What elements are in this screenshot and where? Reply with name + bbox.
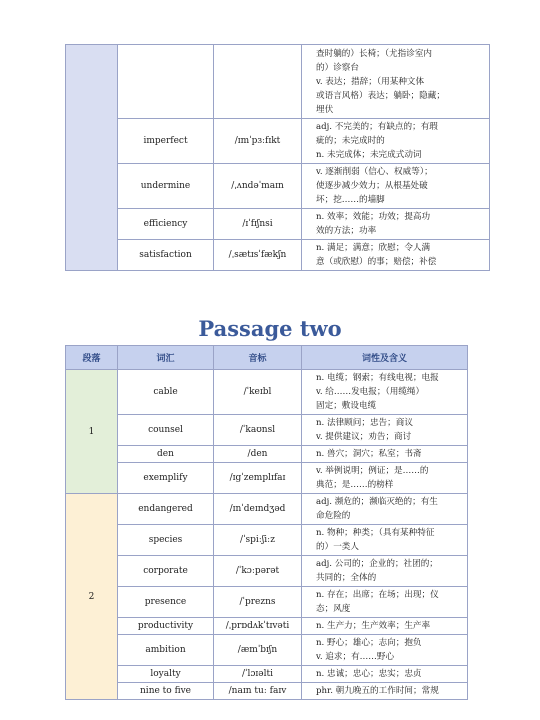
definition-cell [302, 494, 468, 525]
table-row [66, 556, 468, 587]
phonetic-cell: /ˈspiːʃiːz [214, 525, 302, 556]
definition-cell [302, 240, 490, 271]
table-row [66, 45, 490, 119]
definition-line: n. 兽穴；洞穴；私室；书斋 [316, 449, 422, 459]
table-row [66, 164, 490, 209]
word-cell: den [118, 446, 214, 463]
definition-line: 共同的；全体的 [316, 573, 377, 583]
table-row [66, 415, 468, 446]
phonetic-cell: /ˈkeɪbl [214, 370, 302, 415]
definition-cell [302, 618, 468, 635]
word-cell: presence [118, 587, 214, 618]
definition-line: n. 忠诚；忠心；忠实；忠贞 [316, 669, 422, 679]
table-row [66, 587, 468, 618]
definition-line: n. 未完成体；未完成式动词 [316, 150, 422, 160]
definition-line: 查时躺的）长椅；（尤指诊室内 [316, 48, 433, 59]
word-cell: loyalty [118, 666, 214, 683]
table-row [66, 494, 468, 525]
passage-title: Passage two [198, 316, 342, 341]
phonetic-cell: /ˈlɔɪəlti [214, 666, 302, 683]
phonetic-cell: /ˈkɔːpərət [214, 556, 302, 587]
definition-line: v. 追求；有……野心 [316, 652, 395, 662]
definition-line: adj. 不完美的；有缺点的；有瑕 [316, 122, 438, 132]
word-cell: exemplify [118, 463, 214, 494]
definition-cell [302, 370, 468, 415]
definition-cell [302, 209, 490, 240]
definition-cell [302, 45, 490, 119]
word-cell: endangered [118, 494, 214, 525]
definition-line: v. 逐渐削弱（信心、权威等）； [316, 167, 433, 177]
word-cell [118, 45, 214, 119]
vocab-table-continued [65, 44, 490, 271]
definition-cell [302, 666, 468, 683]
definition-line: adj. 公司的；企业的；社团的； [316, 559, 438, 569]
definition-line: 的）一类人 [316, 542, 359, 552]
table-row [66, 463, 468, 494]
table-row [66, 525, 468, 556]
paragraph-cell: 1 [66, 370, 118, 494]
definition-cell [302, 635, 468, 666]
definition-line: 使逐步减少效力；从根基处破 [316, 181, 428, 191]
phonetic-cell: /ˈkaʊnsl [214, 415, 302, 446]
word-cell: nine to five [118, 683, 214, 700]
table-row [66, 666, 468, 683]
word-cell: undermine [118, 164, 214, 209]
definition-line: v. 给……发电报；（用缆绳） [316, 387, 425, 397]
table-row [66, 683, 468, 700]
table-row [66, 240, 490, 271]
definition-cell [302, 415, 468, 446]
definition-line: n. 满足；满意；欣慰；令人满 [316, 243, 431, 253]
definition-line: 坏；挖……的墙脚 [316, 195, 385, 205]
definition-line: n. 物种；种类；（具有某种特征 [316, 528, 435, 538]
header-paragraph: 段落 [66, 346, 118, 370]
definition-line: 效的方法；功率 [316, 226, 377, 236]
word-cell: species [118, 525, 214, 556]
definition-cell [302, 119, 490, 164]
definition-cell [302, 587, 468, 618]
phonetic-cell: /ɪgˈzemplɪfaɪ [214, 463, 302, 494]
phonetic-cell [214, 45, 302, 119]
definition-line: n. 法律顾问；忠告；商议 [316, 418, 413, 428]
phonetic-cell: /naɪn tuː faɪv [214, 683, 302, 700]
definition-line: 埋伏 [316, 104, 334, 115]
definition-line: 态；风度 [316, 604, 351, 614]
word-cell: cable [118, 370, 214, 415]
word-cell: ambition [118, 635, 214, 666]
definition-line: 命危险的 [316, 511, 351, 521]
phonetic-cell: /ˌʌndəˈmaɪn [214, 164, 302, 209]
definition-line: v. 表达；措辞；（用某种文体 [316, 76, 425, 87]
definition-cell [302, 525, 468, 556]
definition-cell [302, 446, 468, 463]
word-cell: imperfect [118, 119, 214, 164]
phonetic-cell: /ˈprezns [214, 587, 302, 618]
phonetic-cell: /ˌprɒdʌkˈtɪvəti [214, 618, 302, 635]
phonetic-cell: /ɪˈfɪʃnsi [214, 209, 302, 240]
definition-line: n. 电缆；钢索；有线电视；电报 [316, 373, 439, 383]
definition-line: adj. 濒危的；濒临灭绝的；有生 [316, 497, 438, 507]
phonetic-cell: /ˌsætɪsˈfækʃn [214, 240, 302, 271]
word-cell: counsel [118, 415, 214, 446]
word-cell: productivity [118, 618, 214, 635]
definition-line: 典范；是……的榜样 [316, 480, 394, 490]
table-row [66, 209, 490, 240]
table-row [66, 446, 468, 463]
definition-line: n. 效率；效能；功效；提高功 [316, 212, 431, 222]
definition-line: 固定；敷设电缆 [316, 401, 377, 411]
definition-line: n. 存在；出席；在场；出现；仪 [316, 590, 439, 600]
header-word: 词汇 [118, 346, 214, 370]
definition-line: v. 提供建议；劝告；商讨 [316, 432, 412, 442]
definition-cell [302, 683, 468, 700]
definition-line: phr. 朝九晚五的工作时间；常规 [316, 686, 439, 696]
definition-line: v. 举例说明；例证；是……的 [316, 466, 429, 476]
definition-line: 意（或欣慰）的事；赔偿；补偿 [316, 257, 437, 267]
table-row [66, 618, 468, 635]
paragraph-cell: 2 [66, 494, 118, 700]
header-definition: 词性及含义 [302, 346, 468, 370]
definition-line: 的）诊察台 [316, 62, 359, 73]
table-row [66, 119, 490, 164]
table-header-row [66, 346, 468, 370]
definition-cell [302, 164, 490, 209]
phonetic-cell: /den [214, 446, 302, 463]
definition-cell [302, 556, 468, 587]
definition-line: n. 野心；雄心；志向；抱负 [316, 638, 422, 648]
phonetic-cell: /æmˈbɪʃn [214, 635, 302, 666]
definition-line: 或语言风格）表达；躺卧；隐藏； [316, 90, 445, 101]
word-cell: corporate [118, 556, 214, 587]
vocab-table-passage-two [65, 345, 468, 700]
definition-cell [302, 463, 468, 494]
phonetic-cell: /ɪnˈdeɪndʒəd [214, 494, 302, 525]
phonetic-cell: /ɪmˈpɜːfɪkt [214, 119, 302, 164]
table-row [66, 635, 468, 666]
definition-line: 疵的；未完成时的 [316, 136, 385, 146]
word-cell: satisfaction [118, 240, 214, 271]
header-phonetic: 音标 [214, 346, 302, 370]
paragraph-cell [66, 45, 118, 271]
table-row [66, 370, 468, 415]
definition-line: n. 生产力；生产效率；生产率 [316, 621, 431, 631]
word-cell: efficiency [118, 209, 214, 240]
